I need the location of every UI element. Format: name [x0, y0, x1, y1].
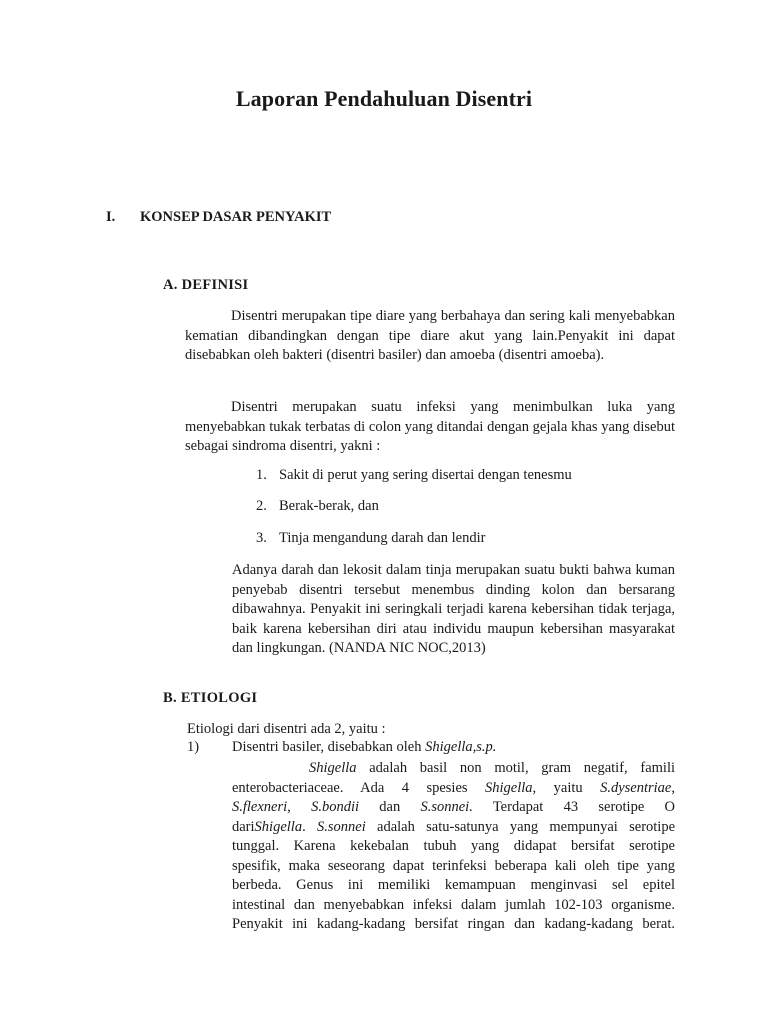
- list-item-number: 3.: [256, 530, 267, 546]
- list-item-number: 1.: [256, 467, 267, 483]
- document-title: Laporan Pendahuluan Disentri: [235, 86, 533, 111]
- list-item-text: Sakit di perut yang sering disertai dengan tenesmu: [279, 467, 572, 483]
- paragraph-line: tunggal. Karena kekebalan tubuh yang didapat bersifat serotipe: [232, 838, 675, 854]
- definisi-paragraph-3: Adanya darah dan lekosit dalam tinja merupakan suatu bukti bahwa kuman penyebab disentri tersebut menembus dinding kolon dan bersarang dibawahnya. Penyakit ini seringkali terjadi karena kebersihan tidak terjaga, baik karena kebersihan diri atau individu maupun kebersihan masyarakat dan lingkungan. (NANDA NIC NOC,2013): [232, 562, 675, 656]
- paragraph-line: dariShigella. S.sonnei adalah satu-satunya yang mempunyai serotipe: [232, 818, 676, 835]
- shigella-paragraph: [232, 759, 675, 935]
- section-title: KONSEP DASAR PENYAKIT: [140, 209, 332, 225]
- etiologi-item-organism: Shigella,s.p.: [425, 739, 497, 755]
- etiologi-item-text: [232, 739, 496, 756]
- paragraph-line: Penyakit ini kadang-kadang bersifat ringan dan kadang-kadang berat.: [232, 916, 675, 932]
- list-item-number: 2.: [256, 498, 267, 514]
- etiologi-intro: Etiologi dari disentri ada 2, yaitu :: [187, 721, 386, 737]
- definisi-paragraph-1: Disentri merupakan tipe diare yang berbahaya dan sering kali menyebabkan kematian dibandingkan dengan tipe diare akut yang lain.Penyakit ini dapat disebabkan oleh bakteri (disentri basiler) dan amoeba (disentri amoeba).: [185, 308, 675, 363]
- list-item-text: Tinja mengandung darah dan lendir: [279, 530, 486, 546]
- etiologi-item-number: 1): [187, 739, 200, 755]
- definisi-paragraph-2: Disentri merupakan suatu infeksi yang menimbulkan luka yang menyebabkan tukak terbatas di colon yang ditandai dengan gejala khas yang disebut sebagai sindroma disentri, yakni :: [185, 399, 675, 454]
- list-item-text: Berak-berak, dan: [279, 498, 379, 514]
- paragraph-line: enterobacteriaceae. Ada 4 spesies Shigella, yaitu S.dysentriae,: [232, 779, 675, 796]
- paragraph-line: Shigella adalah basil non motil, gram negatif, famili: [309, 760, 675, 776]
- paragraph-line: berbeda. Genus ini memiliki kemampuan menginvasi sel epitel: [232, 877, 675, 893]
- paragraph-line: S.flexneri, S.bondii dan S.sonnei. Terdapat 43 serotipe O: [232, 799, 676, 815]
- subsection-heading-etiologi: B. ETIOLOGI: [163, 690, 258, 706]
- subsection-heading-definisi: A. DEFINISI: [163, 277, 249, 293]
- etiologi-item-label: Disentri basiler, disebabkan oleh: [232, 739, 422, 755]
- paragraph-line: intestinal dan menyebabkan infeksi dalam jumlah 102-103 organisme.: [232, 896, 675, 913]
- section-number: I.: [106, 209, 116, 225]
- paragraph-line: spesifik, maka seseorang dapat terinfeksi beberapa kali oleh tipe yang: [232, 857, 675, 874]
